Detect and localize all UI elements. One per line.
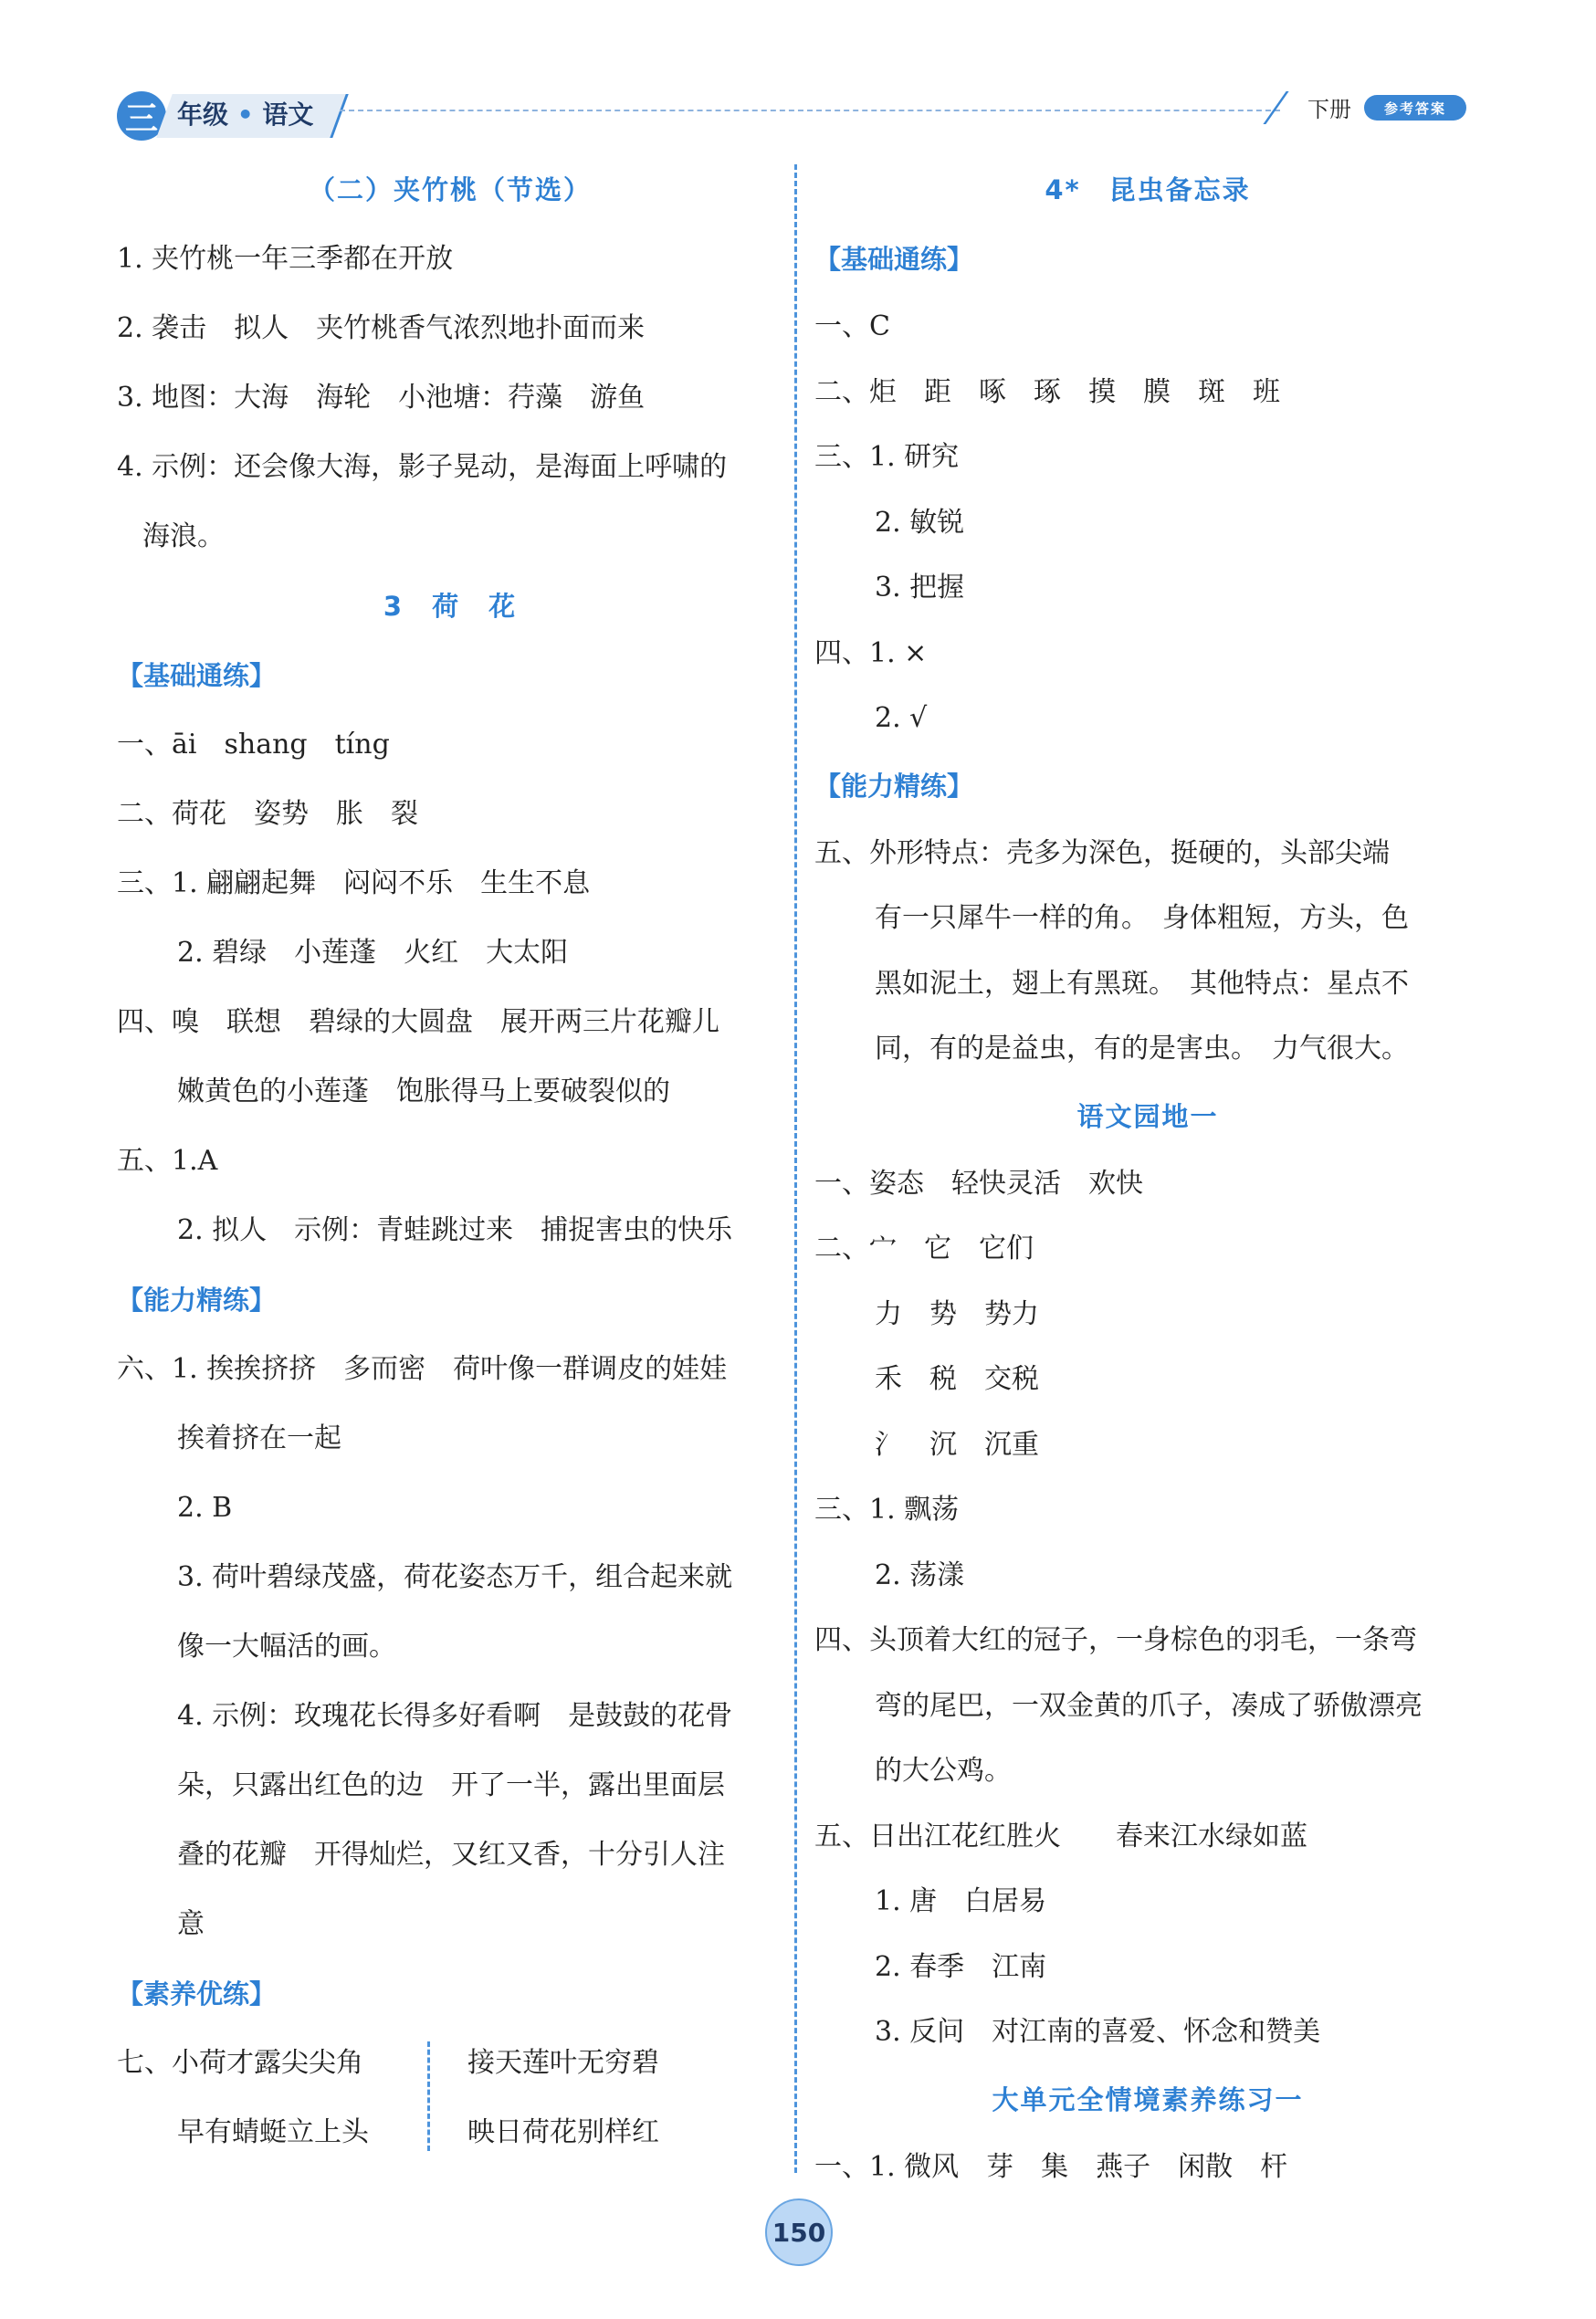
answer-line: 4. 示例：还会像大海，影子晃动，是海面上呼啸的 bbox=[117, 451, 728, 483]
section-heading: 【能力精练】 bbox=[117, 1285, 277, 1316]
answer-line: 四、嗅 联想 碧绿的大圆盘 展开两三片花瓣儿 bbox=[117, 1006, 719, 1038]
grade-number-badge: 三 bbox=[117, 91, 166, 141]
section-title: 大单元全情境素养练习一 bbox=[992, 2083, 1304, 2115]
answer-line: 3. 反问 对江南的喜爱、怀念和赞美 bbox=[875, 2016, 1321, 2048]
answer-line: 挨着挤在一起 bbox=[177, 1422, 341, 1454]
answer-line: 五、日出江花红胜火 春来江水绿如蓝 bbox=[814, 1820, 1307, 1852]
answer-line: 1. 夹竹桃一年三季都在开放 bbox=[117, 243, 454, 275]
poem-line: 七、小荷才露尖尖角 bbox=[117, 2047, 363, 2079]
answer-line: 2. 碧绿 小莲蓬 火红 大太阳 bbox=[177, 937, 569, 969]
left-column bbox=[117, 155, 783, 2167]
answer-line: 一、āi shang tíng bbox=[117, 729, 390, 761]
answer-line: 五、1.A bbox=[117, 1145, 218, 1177]
poem-table bbox=[117, 2029, 783, 2167]
answer-line: 有一只犀牛一样的角。 身体粗短，方头，色 bbox=[875, 902, 1409, 934]
answer-line: 2. 荡漾 bbox=[875, 1558, 965, 1591]
answer-line: 2. 拟人 示例：青蛙跳过来 捕捉害虫的快乐 bbox=[177, 1214, 733, 1246]
answer-line: 3. 地图：大海 海轮 小池塘：荇藻 游鱼 bbox=[117, 382, 646, 414]
answer-line: 像一大幅活的画。 bbox=[177, 1631, 396, 1663]
answer-line: 2. B bbox=[177, 1492, 233, 1524]
page-number: 150 bbox=[765, 2198, 833, 2266]
answer-line: 二、炬 距 啄 琢 摸 膜 斑 班 bbox=[814, 375, 1280, 408]
header-title bbox=[177, 95, 313, 131]
header-slash bbox=[1263, 91, 1288, 124]
answer-line: 一、1. 微风 芽 集 燕子 闲散 杆 bbox=[814, 2150, 1288, 2183]
answer-line: 同，有的是益虫，有的是害虫。 力气很大。 bbox=[875, 1033, 1409, 1065]
answer-line: 嫩黄色的小莲蓬 饱胀得马上要破裂似的 bbox=[177, 1076, 670, 1107]
answer-line: 2. 袭击 拟人 夹竹桃香气浓烈地扑面而来 bbox=[117, 312, 646, 344]
answer-line: 一、姿态 轻快灵活 欢快 bbox=[814, 1167, 1143, 1200]
lesson-title: 3 荷 花 bbox=[383, 591, 518, 622]
poem-line: 接天莲叶无穷碧 bbox=[467, 2047, 659, 2079]
section-title: （二）夹竹桃（节选） bbox=[308, 174, 592, 205]
answer-line: 一、C bbox=[814, 310, 890, 342]
answer-line: 叠的花瓣 开得灿烂，又红又香，十分引人注 bbox=[177, 1839, 725, 1871]
poem-line: 早有蜻蜓立上头 bbox=[177, 2116, 369, 2148]
answer-badge: 参考答案 bbox=[1364, 95, 1466, 121]
answer-line: 海浪。 bbox=[142, 520, 225, 552]
answer-line: 二、荷花 姿势 胀 裂 bbox=[117, 798, 418, 830]
poem-divider bbox=[427, 2041, 430, 2151]
answer-line: 2. 春季 江南 bbox=[875, 1950, 1047, 1983]
lesson-title: 4* 昆虫备忘录 bbox=[1045, 174, 1251, 205]
answer-line: 五、外形特点：壳多为深色，挺硬的，头部尖端 bbox=[814, 836, 1390, 869]
answer-line: 1. 唐 白居易 bbox=[875, 1885, 1047, 1917]
answer-line: 4. 示例：玫瑰花长得多好看啊 是鼓鼓的花骨 bbox=[177, 1700, 733, 1732]
answer-line: 意 bbox=[177, 1908, 205, 1940]
answer-line: 黑如泥土，翅上有黑斑。 其他特点：星点不 bbox=[875, 967, 1409, 1000]
answer-line: 四、头顶着大红的冠子，一身棕色的羽毛，一条弯 bbox=[814, 1624, 1417, 1656]
page-header bbox=[0, 0, 1596, 146]
separator-dot-icon: • bbox=[228, 100, 263, 130]
answer-line: 氵 沉 沉重 bbox=[875, 1428, 1039, 1461]
answer-line: 三、1. 飘荡 bbox=[814, 1494, 960, 1526]
answer-line: 六、1. 挨挨挤挤 多而密 荷叶像一群调皮的娃娃 bbox=[117, 1353, 728, 1385]
answer-line: 3. 荷叶碧绿茂盛，荷花姿态万千，组合起来就 bbox=[177, 1561, 733, 1593]
answer-line: 四、1. × bbox=[814, 636, 928, 669]
column-divider bbox=[794, 164, 797, 2173]
answer-line: 三、1. 翩翩起舞 闷闷不乐 生生不息 bbox=[117, 867, 591, 899]
grade-label: 年级 bbox=[177, 100, 229, 130]
right-column bbox=[814, 155, 1481, 2199]
answer-line: 3. 把握 bbox=[875, 572, 965, 603]
section-heading: 【能力精练】 bbox=[814, 770, 974, 802]
answer-line: 的大公鸡。 bbox=[875, 1755, 1012, 1787]
section-heading: 【基础通练】 bbox=[117, 660, 277, 691]
answer-line: 2. 敏锐 bbox=[875, 506, 965, 539]
answer-line: 弯的尾巴，一双金黄的爪子，凑成了骄傲漂亮 bbox=[875, 1689, 1423, 1722]
section-heading: 【素养优练】 bbox=[117, 1978, 277, 2009]
poem-line: 映日荷花别样红 bbox=[467, 2116, 659, 2148]
answer-line: 三、1. 研究 bbox=[814, 441, 960, 473]
section-heading: 【基础通练】 bbox=[814, 244, 974, 275]
answer-line: 二、宀 它 它们 bbox=[814, 1233, 1034, 1264]
answer-line: 2. √ bbox=[875, 702, 928, 734]
header-dashed-line bbox=[340, 110, 1280, 111]
subject-label: 语文 bbox=[262, 100, 314, 130]
answer-line: 朵，只露出红色的边 开了一半，露出里面层 bbox=[177, 1769, 725, 1801]
volume-label: 下册 bbox=[1307, 97, 1351, 122]
section-title: 语文园地一 bbox=[1076, 1100, 1219, 1132]
answer-line: 力 势 势力 bbox=[875, 1297, 1039, 1330]
answer-line: 禾 税 交税 bbox=[875, 1363, 1039, 1395]
